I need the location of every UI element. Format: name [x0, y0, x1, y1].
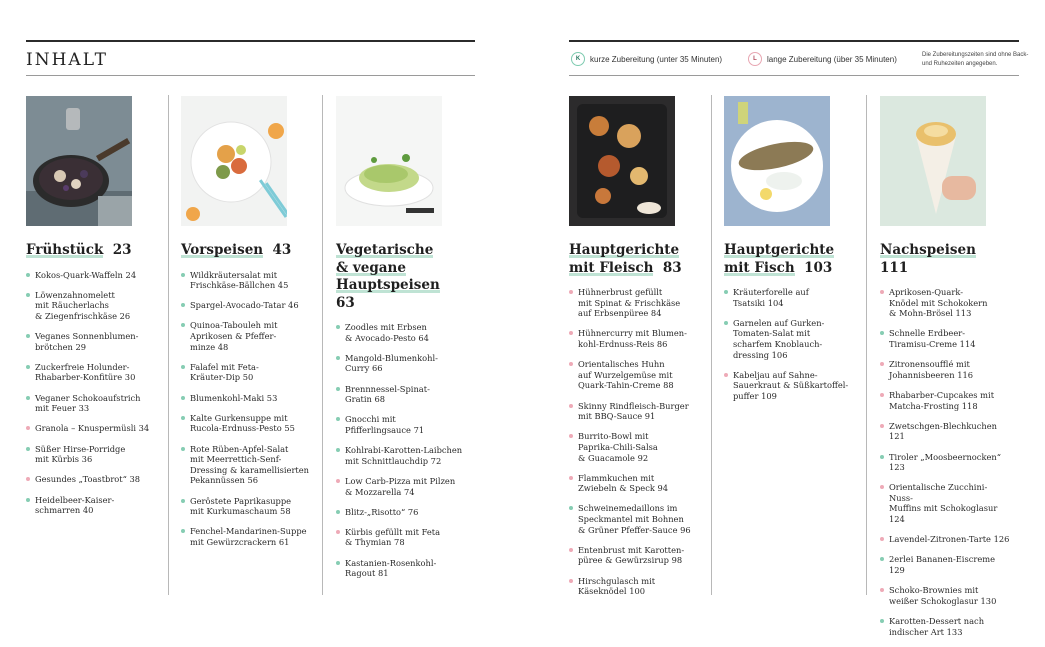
recipe-entry[interactable]	[880, 452, 1010, 473]
recipe-entry[interactable]	[26, 270, 156, 281]
short-time-dot-icon	[569, 506, 573, 510]
long-time-dot-icon	[569, 548, 573, 552]
top-rule-right	[569, 40, 1019, 42]
section-heading[interactable]	[181, 242, 311, 260]
long-time-dot-icon	[880, 537, 884, 541]
short-time-dot-icon	[181, 447, 185, 451]
recipe-entry[interactable]	[569, 503, 699, 535]
short-time-dot-icon	[181, 529, 185, 533]
recipe-entry[interactable]	[569, 473, 699, 494]
recipe-label: Aprikosen-Quark- Knödel mit Schokokern & Mohn-Brösel 113	[889, 287, 988, 319]
recipe-label: Fenchel-Mandarinen-Suppe mit Gewürzcrackern 61	[190, 526, 307, 547]
roasting-tray-photo	[569, 96, 675, 226]
long-time-dot-icon	[336, 530, 340, 534]
column-divider	[168, 95, 169, 595]
recipe-label: Zwetschgen-Blechkuchen 121	[889, 420, 997, 442]
recipe-label: Zoodles mit Erbsen & Avocado-Pesto 64	[345, 322, 429, 343]
recipe-entry[interactable]	[26, 423, 156, 434]
recipe-label: Rote Rüben-Apfel-Salat mit Meerrettich-Senf- Dressing & karamellisierten Pekannüssen 56	[190, 443, 310, 486]
recipe-entry[interactable]	[569, 431, 699, 463]
recipe-label: Spargel-Avocado-Tatar 46	[190, 300, 299, 311]
short-time-dot-icon	[336, 510, 340, 514]
recipe-entry[interactable]	[181, 496, 311, 517]
recipe-label: Zuckerfreie Holunder- Rhabarber-Konfitüre 30	[35, 361, 136, 383]
recipe-label: Gesundes „Toastbrot“ 38	[35, 474, 141, 485]
recipe-entry[interactable]	[26, 474, 156, 485]
short-time-dot-icon	[336, 325, 340, 329]
short-time-dot-icon	[181, 365, 185, 369]
recipe-entry[interactable]	[26, 362, 156, 383]
short-time-dot-icon	[880, 557, 884, 561]
short-time-dot-icon	[26, 396, 30, 400]
short-time-dot-icon	[181, 396, 185, 400]
recipe-label: Low Carb-Pizza mit Pilzen & Mozzarella 74	[345, 475, 456, 497]
long-time-dot-icon	[26, 426, 30, 430]
section-page: 111	[880, 259, 909, 276]
long-time-dot-icon	[880, 485, 884, 489]
recipe-entry[interactable]	[336, 414, 466, 435]
recipe-entry[interactable]	[724, 287, 854, 308]
recipe-label: 2erlei Bananen-Eiscreme 129	[889, 554, 996, 576]
long-time-dot-icon	[880, 393, 884, 397]
recipe-label: Granola – Knuspermüsli 34	[35, 423, 150, 434]
top-rule-left	[26, 40, 475, 42]
short-time-dot-icon	[880, 455, 884, 459]
long-time-dot-icon	[880, 290, 884, 294]
long-time-dot-icon	[569, 331, 573, 335]
recipe-label: Heidelbeer-Kaiser- schmarren 40	[35, 494, 115, 516]
recipe-list	[724, 287, 854, 402]
legend-long-label: lange Zubereitung (über 35 Minuten)	[767, 54, 897, 64]
recipe-entry[interactable]	[26, 393, 156, 414]
recipe-label: Burrito-Bowl mit Paprika-Chili-Salsa & Guacamole 92	[578, 431, 658, 463]
section-page: 43	[272, 242, 292, 258]
recipe-label: Kräuterforelle auf Tsatsiki 104	[733, 287, 809, 308]
recipe-label: Karotten-Dessert nach indischer Art 133	[889, 616, 985, 637]
recipe-label: Kokos-Quark-Waffeln 24	[35, 269, 137, 280]
recipe-entry[interactable]	[880, 328, 1010, 349]
recipe-entry[interactable]	[336, 384, 466, 405]
recipe-entry[interactable]	[569, 328, 699, 349]
recipe-label: Flammkuchen mit Zwiebeln & Speck 94	[578, 472, 669, 494]
recipe-entry[interactable]	[181, 362, 311, 383]
long-time-dot-icon	[569, 434, 573, 438]
recipe-label: Lavendel-Zitronen-Tarte 126	[889, 534, 1010, 545]
legend-short-label: kurze Zubereitung (unter 35 Minuten)	[590, 54, 723, 64]
recipe-entry[interactable]	[569, 576, 699, 597]
long-time-dot-icon	[880, 424, 884, 428]
section-page: 103	[804, 259, 833, 276]
column-divider	[322, 95, 323, 595]
recipe-label: Gnocchi mit Pfifferlingsauce 71	[345, 414, 425, 435]
recipe-label: Orientalisches Huhn auf Wurzelgemüse mit Quark-Tahin-Creme 88	[578, 359, 674, 391]
long-time-dot-icon	[26, 477, 30, 481]
recipe-label: Tiroler „Moosbeernocken“ 123	[889, 451, 1001, 473]
recipe-entry[interactable]	[336, 527, 466, 548]
short-time-dot-icon	[26, 273, 30, 277]
long-time-dot-icon	[569, 476, 573, 480]
short-time-dot-icon	[181, 416, 185, 420]
recipe-label: Kabeljau auf Sahne- Sauerkraut & Süßkartoffel- puffer 109	[733, 369, 849, 401]
recipe-entry[interactable]	[880, 534, 1010, 545]
long-time-dot-icon	[336, 479, 340, 483]
recipe-entry[interactable]	[880, 616, 1010, 637]
recipe-entry[interactable]	[880, 359, 1010, 380]
recipe-list	[569, 287, 699, 597]
section-page: 23	[112, 242, 132, 258]
recipe-label: Kalte Gurkensuppe mit Rucola-Erdnuss-Pesto 55	[190, 412, 295, 434]
legend-short	[571, 52, 722, 66]
short-time-icon: K	[571, 52, 585, 66]
recipe-entry[interactable]	[336, 322, 466, 343]
header-rule-left	[26, 75, 475, 76]
recipe-label: Hühnerbrust gefüllt mit Spinat & Frischkäse auf Erbsenpüree 84	[578, 287, 681, 319]
dessert-cone-photo	[880, 96, 986, 226]
salad-plate-photo	[181, 96, 287, 226]
section-heading[interactable]	[724, 242, 854, 277]
zoodles-plate-photo	[336, 96, 442, 226]
section-vegetarisch	[336, 242, 466, 588]
recipe-entry[interactable]	[724, 370, 854, 402]
recipe-label: Orientalische Zucchini-Nuss- Muffins mit Schokoglasur 124	[889, 482, 998, 525]
long-time-dot-icon	[880, 588, 884, 592]
short-time-dot-icon	[880, 331, 884, 335]
recipe-label: Rhabarber-Cupcakes mit Matcha-Frosting 118	[889, 389, 995, 411]
short-time-dot-icon	[336, 356, 340, 360]
legend-long	[748, 52, 897, 66]
recipe-entry[interactable]	[336, 445, 466, 466]
recipe-entry[interactable]	[880, 585, 1010, 606]
fish-plate-photo	[724, 96, 830, 226]
recipe-entry[interactable]	[181, 270, 311, 291]
recipe-entry[interactable]	[880, 287, 1010, 319]
section-heading[interactable]	[26, 242, 156, 260]
recipe-entry[interactable]	[880, 482, 1010, 524]
column-divider	[866, 95, 867, 595]
recipe-entry[interactable]	[26, 444, 156, 465]
recipe-label: Wildkräutersalat mit Frischkäse-Bällchen 45	[190, 269, 289, 291]
short-time-dot-icon	[181, 303, 185, 307]
recipe-entry[interactable]	[181, 413, 311, 434]
recipe-label: Hirschgulasch mit Käseknödel 100	[578, 575, 656, 597]
recipe-label: Mangold-Blumenkohl- Curry 66	[345, 352, 438, 374]
recipe-label: Gerôstete Paprikasuppe mit Kurkumaschaum 58	[190, 495, 292, 517]
recipe-label: Löwenzahnomelett mit Räucherlachs & Ziegenfrischkäse 26	[35, 289, 131, 321]
recipe-entry[interactable]	[724, 318, 854, 360]
recipe-label: Schnelle Erdbeer- Tiramisu-Creme 114	[889, 328, 976, 349]
recipe-entry[interactable]	[569, 545, 699, 566]
recipe-entry[interactable]	[336, 476, 466, 497]
recipe-list	[880, 287, 1010, 637]
recipe-label: Süßer Hirse-Porridge mit Kürbis 36	[35, 443, 126, 465]
recipe-entry[interactable]	[181, 526, 311, 547]
recipe-label: Kastanien-Rosenkohl- Ragout 81	[345, 557, 437, 579]
recipe-label: Skinny Rindfleisch-Burger mit BBQ-Sauce 91	[578, 400, 689, 422]
short-time-dot-icon	[724, 290, 728, 294]
section-title: Hauptgerichte mit Fleisch	[569, 242, 680, 276]
section-title: Frühstück	[26, 242, 104, 258]
recipe-label: Kürbis gefüllt mit Feta & Thymian 78	[345, 526, 441, 548]
recipe-entry[interactable]	[26, 331, 156, 352]
short-time-dot-icon	[26, 365, 30, 369]
long-time-dot-icon	[880, 362, 884, 366]
short-time-dot-icon	[336, 387, 340, 391]
recipe-entry[interactable]	[569, 401, 699, 422]
short-time-dot-icon	[336, 448, 340, 452]
recipe-label: Quinoa-Tabouleh mit Aprikosen & Pfeffer- minze 48	[190, 320, 278, 352]
recipe-label: Brennnessel-Spinat- Gratin 68	[345, 383, 430, 405]
recipe-entry[interactable]	[569, 359, 699, 391]
recipe-entry[interactable]	[880, 421, 1010, 442]
recipe-entry[interactable]	[880, 554, 1010, 575]
section-page: 83	[662, 259, 682, 276]
short-time-dot-icon	[181, 323, 185, 327]
long-time-dot-icon	[569, 404, 573, 408]
section-page: 63	[336, 294, 355, 311]
recipe-entry[interactable]	[181, 300, 311, 311]
recipe-label: Veganer Schokoaufstrich mit Feuer 33	[35, 392, 141, 414]
short-time-dot-icon	[880, 619, 884, 623]
recipe-list	[181, 270, 311, 548]
short-time-dot-icon	[26, 447, 30, 451]
recipe-entry[interactable]	[880, 390, 1010, 411]
long-time-dot-icon	[724, 373, 728, 377]
section-vorspeisen	[181, 242, 311, 557]
short-time-dot-icon	[26, 498, 30, 502]
section-heading[interactable]	[569, 242, 699, 277]
short-time-dot-icon	[724, 321, 728, 325]
short-time-dot-icon	[181, 499, 185, 503]
section-heading[interactable]	[336, 242, 466, 312]
recipe-label: Blumenkohl-Maki 53	[190, 392, 278, 403]
recipe-label: Schweinemedaillons im Speckmantel mit Bohnen & Grüner Pfeffer-Sauce 96	[578, 503, 691, 535]
short-time-dot-icon	[26, 293, 30, 297]
recipe-label: Zitronensoufflé mit Johannisbeeren 116	[889, 359, 974, 380]
recipe-entry[interactable]	[181, 444, 311, 486]
section-fleisch	[569, 242, 699, 606]
recipe-label: Garnelen auf Gurken- Tomaten-Salat mit scharfem Knoblauch- dressing 106	[733, 317, 825, 360]
short-time-dot-icon	[181, 273, 185, 277]
section-fisch	[724, 242, 854, 411]
recipe-label: Blitz-„Risotto“ 76	[345, 506, 419, 517]
short-time-dot-icon	[336, 561, 340, 565]
long-time-dot-icon	[569, 362, 573, 366]
short-time-dot-icon	[26, 334, 30, 338]
page-title: INHALT	[26, 50, 108, 70]
recipe-list	[336, 322, 466, 579]
recipe-label: Schoko-Brownies mit weißer Schokoglasur 130	[889, 585, 997, 606]
section-title: Hauptgerichte mit Fisch	[724, 242, 835, 276]
recipe-label: Falafel mit Feta- Kräuter-Dip 50	[190, 361, 259, 383]
short-time-dot-icon	[336, 417, 340, 421]
section-nachspeisen	[880, 242, 1010, 647]
recipe-entry[interactable]	[26, 290, 156, 322]
recipe-label: Hühnercurry mit Blumen- kohl-Erdnuss-Reis 86	[578, 328, 687, 349]
section-title: Vegetarische & vegane Hauptspeisen	[336, 242, 440, 293]
recipe-label: Kohlrabi-Karotten-Laibchen mit Schnittlauchdip 72	[345, 445, 463, 466]
recipe-entry[interactable]	[336, 507, 466, 518]
recipe-entry[interactable]	[181, 393, 311, 404]
recipe-entry[interactable]	[336, 353, 466, 374]
recipe-entry[interactable]	[181, 320, 311, 352]
recipe-entry[interactable]	[569, 287, 699, 319]
section-heading[interactable]	[880, 242, 1010, 277]
header-rule-right	[569, 75, 1019, 76]
recipe-label: Veganes Sonnenblumen- brötchen 29	[35, 331, 139, 352]
long-time-dot-icon	[569, 290, 573, 294]
section-fruehstueck	[26, 242, 156, 525]
column-divider	[711, 95, 712, 595]
recipe-entry[interactable]	[26, 495, 156, 516]
section-title: Vorspeisen	[181, 242, 264, 258]
section-title: Nachspeisen	[880, 242, 976, 258]
prep-time-note: Die Zubereitungszeiten sind ohne Back- und Ruhezeiten angegeben.	[922, 52, 1029, 67]
recipe-label: Entenbrust mit Karotten- püree & Gewürzsirup 98	[578, 544, 685, 566]
long-time-icon: L	[748, 52, 762, 66]
recipe-entry[interactable]	[336, 558, 466, 579]
long-time-dot-icon	[569, 579, 573, 583]
skillet-breakfast-photo	[26, 96, 132, 226]
recipe-list	[26, 270, 156, 516]
